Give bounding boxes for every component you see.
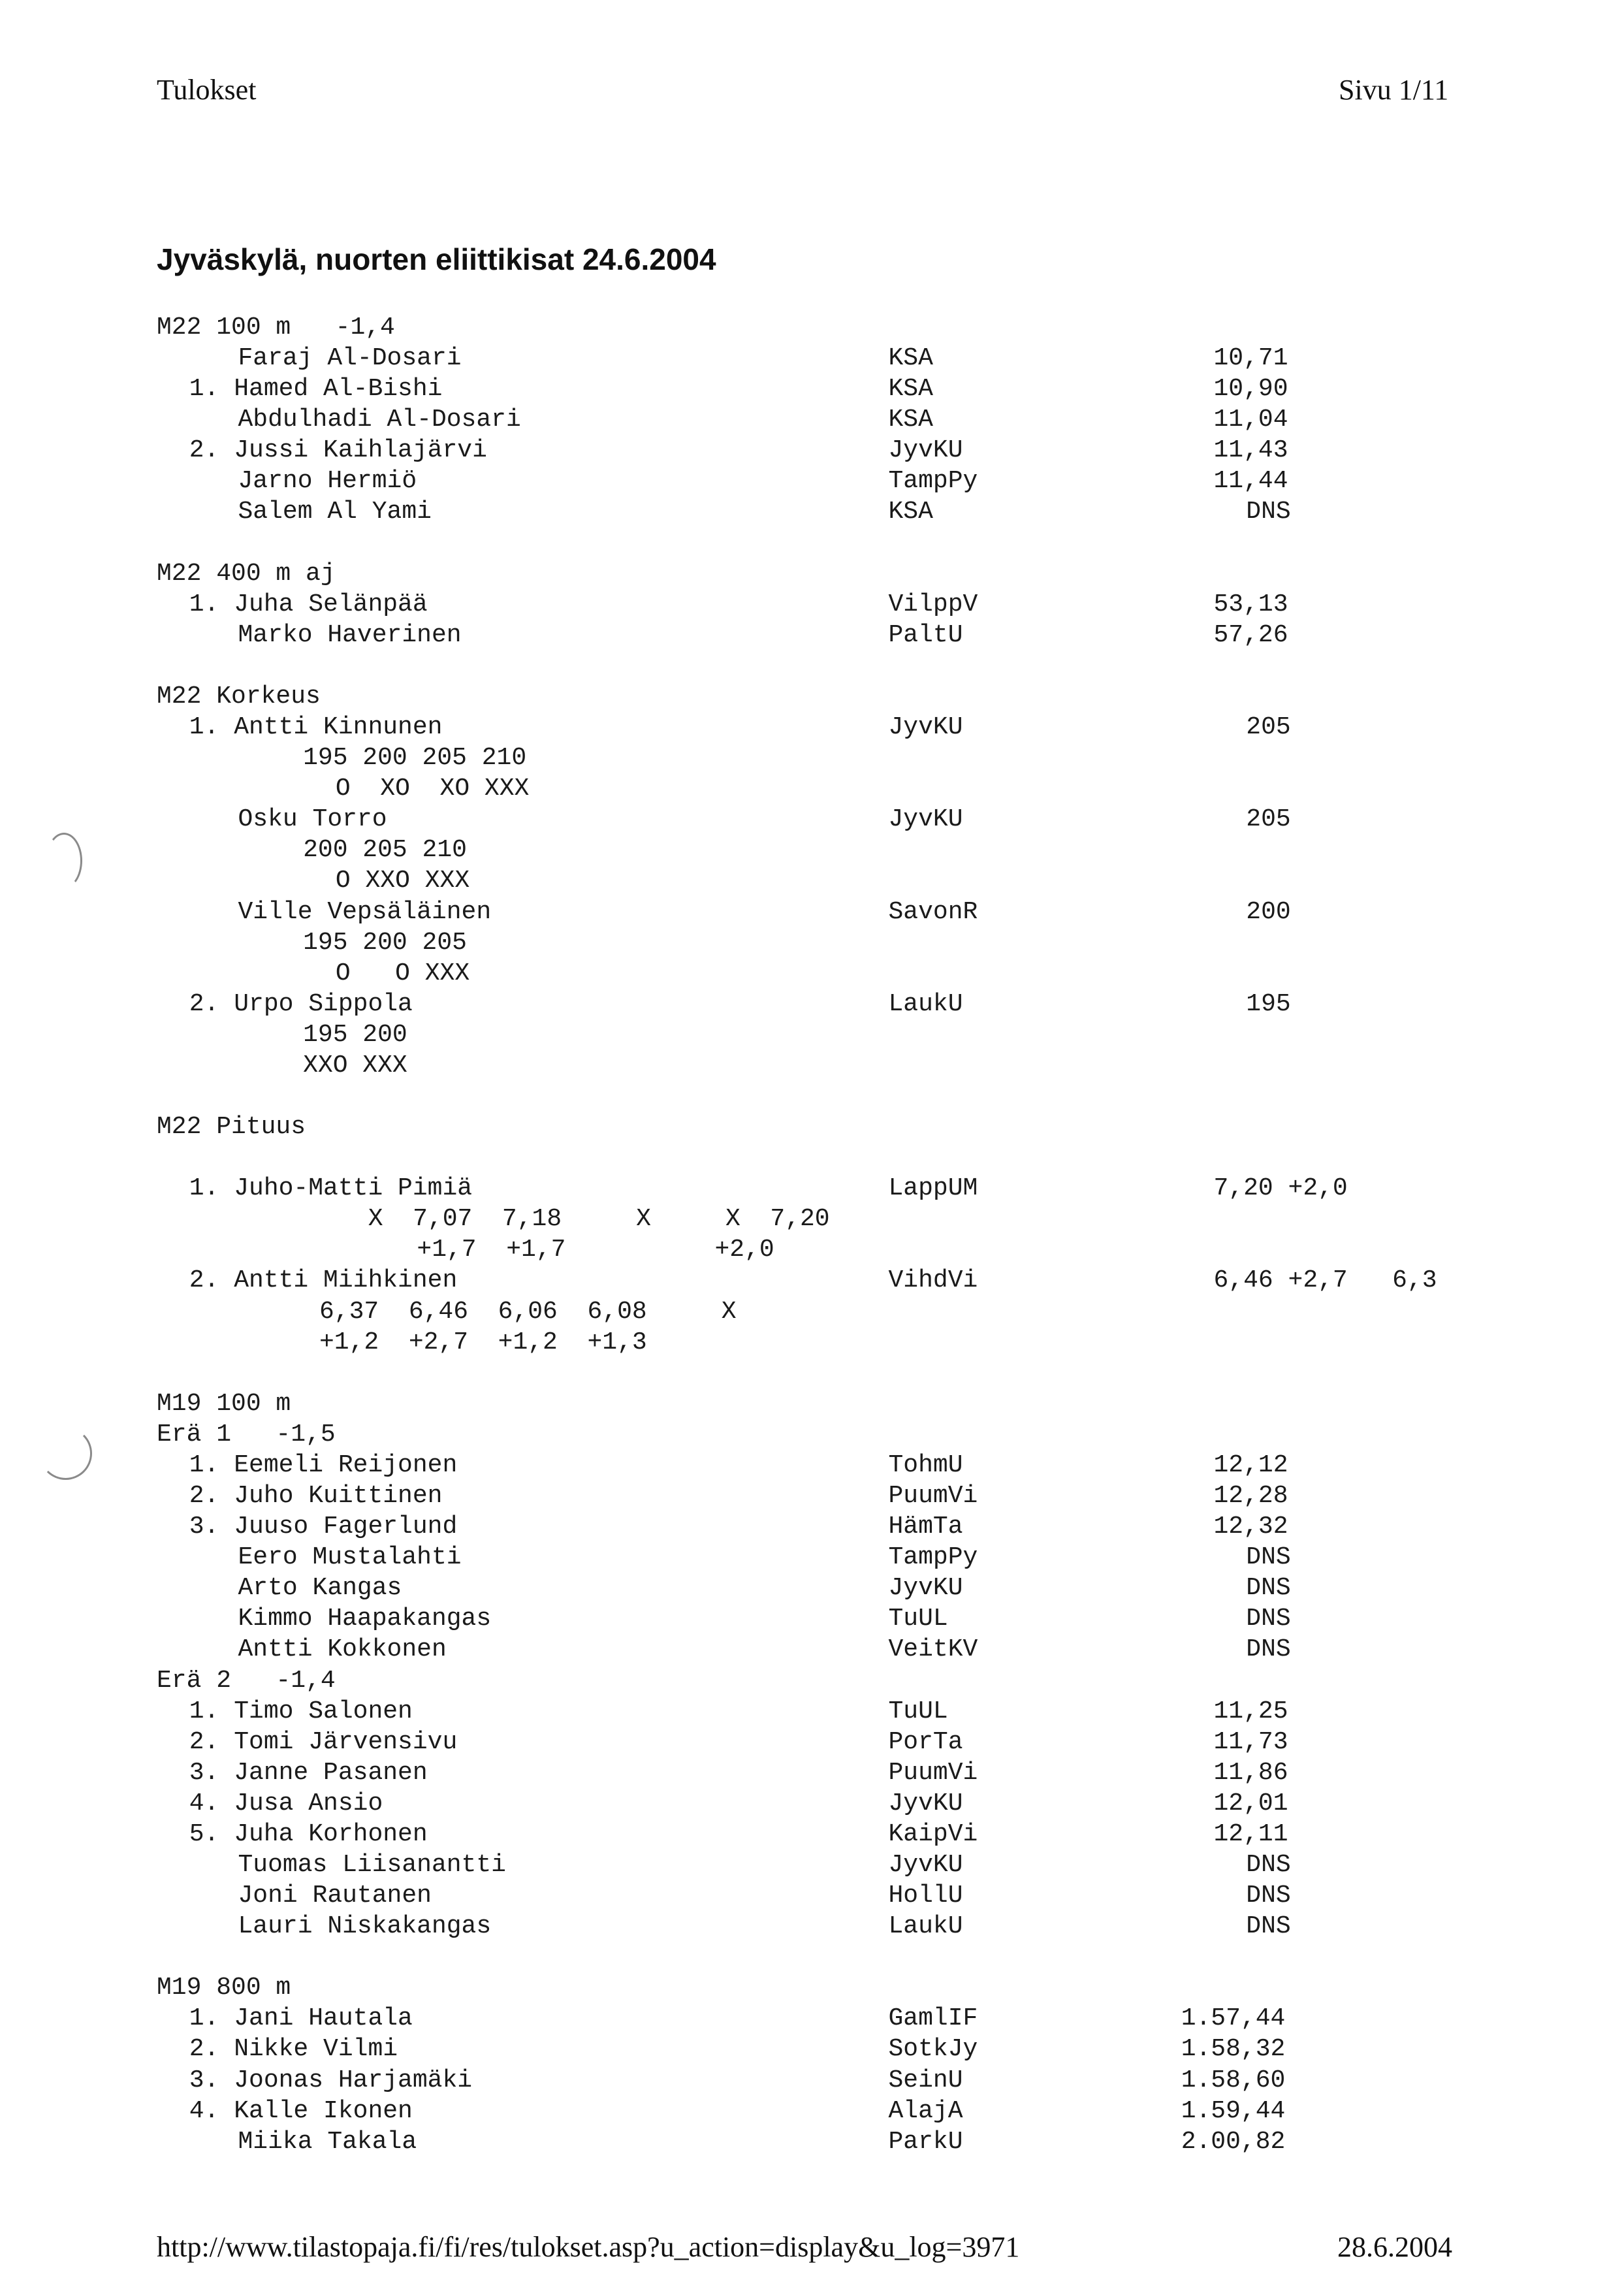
- page-header-title: Tulokset: [157, 74, 257, 106]
- result-line: +1,7 +1,7 +2,0: [417, 1236, 774, 1264]
- result-line: Salem Al Yami: [238, 498, 432, 526]
- result-line: 5. Juha Korhonen: [189, 1820, 428, 1848]
- result-line: 2. Urpo Sippola: [189, 989, 413, 1018]
- result-line: Arto Kangas: [238, 1574, 402, 1603]
- result-field: 57,26: [1213, 620, 1288, 649]
- result-line: Antti Kokkonen: [238, 1635, 447, 1664]
- result-field: KSA: [888, 344, 933, 373]
- result-field: VihdVi: [888, 1266, 978, 1295]
- result-line: M22 Pituus: [157, 1113, 306, 1142]
- result-line: 195 200: [303, 1020, 407, 1049]
- result-field: KSA: [888, 375, 933, 404]
- result-line: 1. Timo Salonen: [189, 1697, 413, 1725]
- result-field: KaipVi: [888, 1820, 978, 1848]
- result-line: Lauri Niskakangas: [238, 1912, 492, 1941]
- result-line: O XO XO XXX: [335, 775, 530, 803]
- result-line: O O XXX: [335, 959, 470, 987]
- result-field: TampPy: [888, 467, 978, 496]
- result-field: SavonR: [888, 897, 978, 926]
- scan-mark-arc: [46, 833, 82, 889]
- result-field: 6,46 +2,7 6,3: [1213, 1266, 1437, 1295]
- result-field: 1.58,60: [1181, 2066, 1286, 2094]
- result-field: 11,86: [1213, 1758, 1288, 1787]
- result-line: 6,37 6,46 6,06 6,08 X: [319, 1297, 737, 1326]
- result-field: 10,71: [1213, 344, 1288, 373]
- result-line: 1. Juha Selänpää: [189, 590, 428, 618]
- result-field: 1.57,44: [1181, 2004, 1286, 2033]
- result-field: 12,28: [1213, 1482, 1288, 1511]
- result-line: Faraj Al-Dosari: [238, 344, 462, 373]
- result-line: Ville Vepsäläinen: [238, 897, 492, 926]
- source-url: http://www.tilastopaja.fi/fi/res/tulokset.asp?u_action=display&u_log=3971: [157, 2231, 1020, 2263]
- result-field: PorTa: [888, 1727, 963, 1756]
- result-field: LappUM: [888, 1174, 978, 1203]
- result-field: KSA: [888, 498, 933, 526]
- result-line: 3. Janne Pasanen: [189, 1758, 428, 1787]
- result-line: Jarno Hermiö: [238, 467, 417, 496]
- result-line: 4. Jusa Ansio: [189, 1789, 383, 1818]
- result-field: DNS: [1246, 1912, 1291, 1941]
- result-line: 200 205 210: [303, 836, 467, 865]
- result-line: Erä 2 -1,4: [157, 1666, 336, 1695]
- result-line: 2. Jussi Kaihlajärvi: [189, 436, 487, 465]
- result-line: Marko Haverinen: [238, 620, 462, 649]
- result-field: JyvKU: [888, 1574, 963, 1603]
- result-line: 1. Hamed Al-Bishi: [189, 375, 443, 404]
- result-line: M22 Korkeus: [157, 682, 321, 711]
- result-field: PaltU: [888, 620, 963, 649]
- result-line: 2. Juho Kuittinen: [189, 1482, 443, 1511]
- result-field: DNS: [1246, 1574, 1291, 1603]
- scan-mark-arc: [39, 1427, 92, 1480]
- result-line: 2. Antti Miihkinen: [189, 1266, 458, 1295]
- result-field: AlajA: [888, 2096, 963, 2125]
- result-line: 2. Tomi Järvensivu: [189, 1727, 458, 1756]
- result-field: 205: [1246, 805, 1291, 834]
- result-line: X 7,07 7,18 X X 7,20: [368, 1205, 830, 1234]
- result-field: TuUL: [888, 1605, 948, 1633]
- result-line: Miika Takala: [238, 2127, 417, 2156]
- result-field: PuumVi: [888, 1482, 978, 1511]
- result-line: Abdulhadi Al-Dosari: [238, 406, 521, 434]
- result-line: M19 800 m: [157, 1974, 291, 2002]
- result-field: LaukU: [888, 1912, 963, 1941]
- result-field: 12,32: [1213, 1513, 1288, 1541]
- result-field: JyvKU: [888, 805, 963, 834]
- result-line: Tuomas Liisanantti: [238, 1851, 506, 1879]
- result-field: GamlIF: [888, 2004, 978, 2033]
- result-field: JyvKU: [888, 1789, 963, 1818]
- result-field: 12,11: [1213, 1820, 1288, 1848]
- result-field: KSA: [888, 406, 933, 434]
- result-field: JyvKU: [888, 1851, 963, 1879]
- result-field: DNS: [1246, 1882, 1291, 1910]
- result-line: 1. Jani Hautala: [189, 2004, 413, 2033]
- result-field: PuumVi: [888, 1758, 978, 1787]
- document-title: Jyväskylä, nuorten eliittikisat 24.6.2004: [157, 242, 716, 276]
- result-field: JyvKU: [888, 713, 963, 742]
- result-field: TampPy: [888, 1543, 978, 1572]
- result-line: 1. Eemeli Reijonen: [189, 1451, 458, 1479]
- page-number: Sivu 1/11: [1339, 74, 1449, 106]
- result-field: SeinU: [888, 2066, 963, 2094]
- result-field: 12,12: [1213, 1451, 1288, 1479]
- result-field: TuUL: [888, 1697, 948, 1725]
- result-field: LaukU: [888, 989, 963, 1018]
- result-field: 195: [1246, 989, 1291, 1018]
- result-field: JyvKU: [888, 436, 963, 465]
- result-field: HämTa: [888, 1513, 963, 1541]
- result-line: Erä 1 -1,5: [157, 1420, 336, 1449]
- result-field: 12,01: [1213, 1789, 1288, 1818]
- result-field: DNS: [1246, 1851, 1291, 1879]
- result-field: SotkJy: [888, 2035, 978, 2064]
- result-line: 2. Nikke Vilmi: [189, 2035, 398, 2064]
- result-field: DNS: [1246, 498, 1291, 526]
- result-field: 1.58,32: [1181, 2035, 1286, 2064]
- result-line: M22 400 m aj: [157, 559, 336, 588]
- result-field: 10,90: [1213, 375, 1288, 404]
- result-line: 4. Kalle Ikonen: [189, 2096, 413, 2125]
- result-line: 1. Antti Kinnunen: [189, 713, 443, 742]
- result-field: 11,43: [1213, 436, 1288, 465]
- result-field: ParkU: [888, 2127, 963, 2156]
- result-line: Osku Torro: [238, 805, 387, 834]
- result-field: DNS: [1246, 1543, 1291, 1572]
- result-field: DNS: [1246, 1605, 1291, 1633]
- print-date: 28.6.2004: [1337, 2231, 1452, 2263]
- result-field: 1.59,44: [1181, 2096, 1286, 2125]
- result-field: 200: [1246, 897, 1291, 926]
- result-line: O XXO XXX: [335, 867, 470, 895]
- result-field: 11,44: [1213, 467, 1288, 496]
- result-field: DNS: [1246, 1635, 1291, 1664]
- result-field: 2.00,82: [1181, 2127, 1286, 2156]
- result-field: VeitKV: [888, 1635, 978, 1664]
- result-line: M22 100 m -1,4: [157, 313, 395, 342]
- result-line: Eero Mustalahti: [238, 1543, 462, 1572]
- result-field: 11,25: [1213, 1697, 1288, 1725]
- result-line: M19 100 m: [157, 1389, 291, 1418]
- result-line: 3. Joonas Harjamäki: [189, 2066, 473, 2094]
- result-field: 53,13: [1213, 590, 1288, 618]
- result-line: Joni Rautanen: [238, 1882, 432, 1910]
- result-field: 11,04: [1213, 406, 1288, 434]
- result-line: +1,2 +2,7 +1,2 +1,3: [319, 1328, 647, 1356]
- result-line: 3. Juuso Fagerlund: [189, 1513, 458, 1541]
- result-field: 11,73: [1213, 1727, 1288, 1756]
- result-field: HollU: [888, 1882, 963, 1910]
- result-field: VilppV: [888, 590, 978, 618]
- result-line: 1. Juho-Matti Pimiä: [189, 1174, 473, 1203]
- result-field: 7,20 +2,0: [1213, 1174, 1348, 1203]
- result-line: Kimmo Haapakangas: [238, 1605, 492, 1633]
- result-line: 195 200 205 210: [303, 744, 527, 773]
- result-line: XXO XXX: [303, 1051, 407, 1080]
- result-field: TohmU: [888, 1451, 963, 1479]
- result-field: 205: [1246, 713, 1291, 742]
- result-line: 195 200 205: [303, 928, 467, 957]
